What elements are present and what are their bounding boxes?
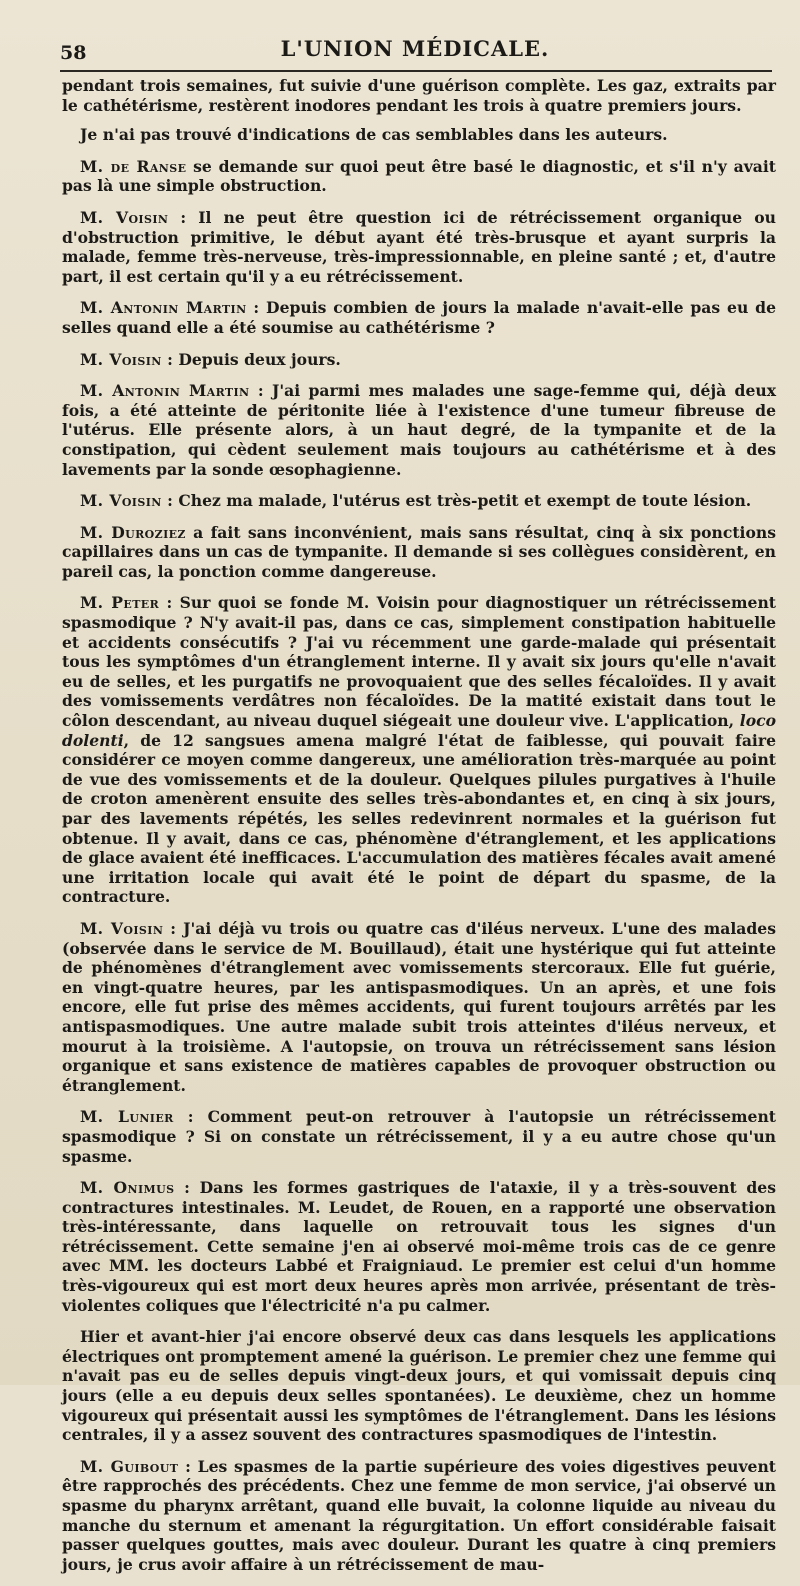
paragraph-text: Je n'ai pas trouvé d'indications de cas semblables dans les auteurs. [80,125,668,145]
italic-phrase: loco dolenti [62,711,776,750]
speaker-name: M. Antonin Martin [80,381,250,401]
paragraph [62,76,776,115]
speaker-name: M. de Ranse [80,156,187,176]
speaker-name: M. Antonin Martin [80,298,247,318]
article-body [62,76,776,1586]
paragraph [62,1457,776,1575]
paragraph [62,1327,776,1445]
speaker-name: M. Voisin [80,207,169,227]
paragraph [62,157,776,196]
speaker-name: M. Voisin [80,491,162,511]
speaker-name: M. Voisin [80,918,164,938]
speaker-name: M. Duroziez [80,522,186,542]
paragraph-text: pendant trois semaines, fut suivie d'une guérison complète. Les gaz, extraits par le cathétérisme, restèrent inodores pendant les trois à quatre premiers jours. [62,76,776,115]
paragraph [62,298,776,337]
paragraph-text: : Depuis combien de jours la malade n'avait-elle pas eu de selles quand elle a été soumise au cathétérisme ? [62,298,776,337]
speaker-name: M. Lunier [80,1107,174,1127]
paragraph-text: a fait sans inconvénient, mais sans résultat, cinq à six ponctions capillaires dans un cas de tympanite. Il demande si ses collègues considèrent, en pareil cas, la ponction comme dangereuse. [62,522,776,581]
paragraph [62,593,776,907]
paragraph-text: : Depuis deux jours. [161,349,341,369]
paragraph-text: : Sur quoi se fonde M. Voisin pour diagnostiquer un rétrécissement spasmodique ? N'y avait-il pas, dans ce cas, simplement constipation habituelle et accidents consécutifs ? J'ai vu récemment une garde-malade qui présentait tous les symptômes d'un étranglement interne. Il y avait six jours qu'elle n'avait eu de selles, et les purgatifs ne provoquaient que des selles fécaloïdes. Il y avait des vomissements verdâtres non fécaloïdes. De la matité existait dans tout le côlon descendant, au niveau duquel siégeait une douleur vive. L'application, [62,593,776,731]
paragraph [62,350,776,370]
paragraph [62,1107,776,1166]
paragraph [62,919,776,1095]
page-number: 58 [60,42,87,64]
paragraph [62,208,776,286]
speaker-name: M. Peter [80,593,160,613]
paragraph-text: Hier et avant-hier j'ai encore observé deux cas dans lesquels les applications électriques ont promptement amené la guérison. Le premier chez une femme qui n'avait pas eu de selles depuis vingt-deux jours, et qui vomissait depuis cinq jours (elle a eu depuis deux selles spontanées). Le deuxième, chez un homme vigoureux qui présentait aussi les symptômes de l'étranglement. Dans les lésions centrales, il y a assez souvent des contractures spasmodiques de l'intestin. [62,1327,776,1445]
paragraph [62,125,776,145]
header-rule [60,70,772,72]
speaker-name: M. Guibout [80,1456,179,1476]
paragraph-text: : Comment peut-on retrouver à l'autopsie un rétrécissement spasmodique ? Si on constate un rétrécissement, il y a eu autre chose qu'un spasme. [62,1107,776,1166]
paragraph-text: se demande sur quoi peut être basé le diagnostic, et s'il n'y avait pas là une simple obstruction. [62,156,776,196]
paragraph-text: : Chez ma malade, l'utérus est très-petit et exempt de toute lésion. [161,491,752,511]
page-header [60,36,770,66]
paragraph-text: : J'ai déjà vu trois ou quatre cas d'iléus nerveux. L'une des malades (observée dans le service de M. Bouillaud), était une hystérique qui fut atteinte de phénomènes d'étranglement avec vomissements stercoraux. Elle fut guérie, en vingt-quatre heures, par les antispasmodiques. Un an après, et une fois encore, elle fut prise des mêmes accidents, qui furent toujours arrêtés par les antispasmodiques. Une autre malade subit trois atteintes d'iléus nerveux, et mourut à la troisième. A l'autopsie, on trouva un rétrécissement sans lésion organique et sans existence de matières capables de provoquer obstruction ou étranglement. [62,918,776,1095]
paragraph-text: : Dans les formes gastriques de l'ataxie, il y a très-souvent des contractures intestinales. M. Leudet, de Rouen, en a rapporté une observation très-intéressante, dans laquelle on retrouvait tous les signes d'un rétrécissement. Cette semaine j'en ai observé moi-même trois cas de ce genre avec MM. les docteurs Labbé et Fraigniaud. Le premier est celui d'un homme très-vigoureux qui est mort deux heures après mon arrivée, présentant de très-violentes coliques que l'électricité n'a pu calmer. [62,1178,776,1315]
paragraph-text: : Il ne peut être question ici de rétrécissement organique ou d'obstruction primitive, le début ayant été très-brusque et ayant surpris la malade, femme très-nerveuse, très-impressionnable, en pleine santé ; et, d'autre part, il est certain qu'il y a eu rétrécissement. [62,207,776,286]
paragraph [62,523,776,582]
paragraph-text-continued: , de 12 sangsues amena malgré l'état de faiblesse, qui pouvait faire considérer ce moyen comme dangereux, une amélioration très-marquée au point de vue des vomissements et de la douleur. Quelques pilules purgatives à l'huile de croton amenèrent ensuite des selles très-abondantes et, en cinq à six jours, par des lavements répétés, les selles redevinrent normales et la guérison fut obtenue. Il y avait, dans ce cas, phénomène d'étranglement, et les applications de glace avaient été inefficaces. L'accumulation des matières fécales avait amené une irritation locale qui avait été le point de départ du spasme, de la contracture. [62,730,776,907]
running-title: L'UNION MÉDICALE. [280,36,550,61]
paragraph-text: : Les spasmes de la partie supérieure des voies digestives peuvent être rapprochés des précédents. Chez une femme de mon service, j'ai observé un spasme du pharynx arrêtant, quand elle buvait, la colonne liquide au niveau du manche du sternum et amenant la régurgitation. Un effort considérable faisait passer quelques gouttes, mais avec douleur. Durant les quatre à cinq premiers jours, je crus avoir affaire à un rétrécissement de mau- [62,1456,776,1574]
speaker-name: M. Voisin [80,349,162,369]
paragraph [62,381,776,479]
paragraph [62,491,776,511]
speaker-name: M. Onimus [80,1178,175,1198]
paragraph [62,1178,776,1315]
paragraph-text: : J'ai parmi mes malades une sage-femme qui, déjà deux fois, a été atteinte de péritonite liée à l'existence d'une tumeur fibreuse de l'utérus. Elle présente alors, à un haut degré, de la tympanite et de la constipation, qui cèdent seulement mais toujours au cathétérisme et à des lavements par la sonde œsophagienne. [62,381,777,479]
